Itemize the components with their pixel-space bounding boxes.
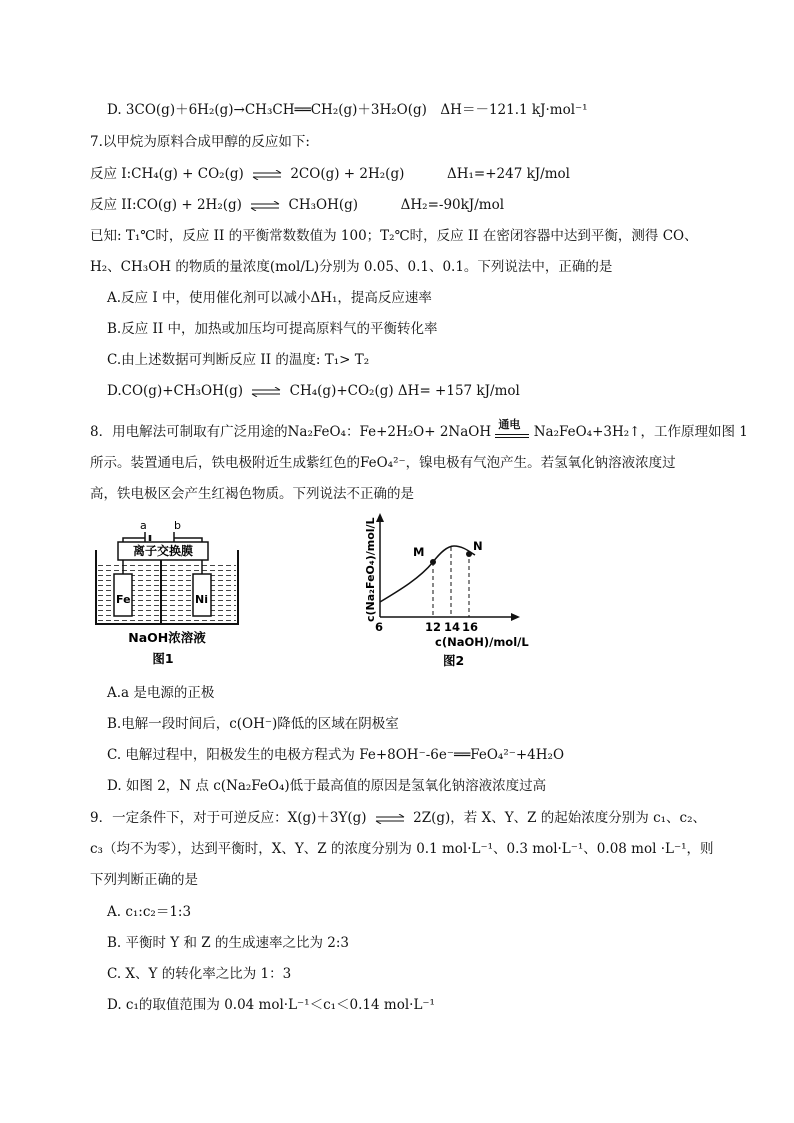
- ni-label: Ni: [195, 593, 208, 606]
- electrolysis-arrow: [495, 417, 529, 442]
- q7-option-c: C.由上述数据可判断反应 II 的温度: T₁> T₂: [107, 352, 370, 368]
- electrolysis-label: 通电: [498, 417, 521, 431]
- equilibrium-arrow-icon: [252, 170, 282, 180]
- x-axis-label: c(NaOH)/mol/L: [435, 635, 529, 649]
- q7-d-left: D.CO(g)+CH₃OH(g): [107, 383, 244, 399]
- q8-line-2: 所示。装置通电后，铁电极附近生成紫红色的FeO₄²⁻，镍电极有气泡产生。若氢氧化钠溶液浓度过: [90, 455, 676, 471]
- point-n: [466, 551, 472, 557]
- q9-option-a: A. c₁:c₂＝1:3: [107, 904, 192, 920]
- q8-option-c: C. 电解过程中，阳极发生的电极方程式为 Fe+8OH⁻-6e⁻══FeO₄²⁻+4H₂O: [107, 747, 565, 763]
- q7-r2-dh: ΔH₂=-90kJ/mol: [400, 197, 505, 213]
- q7-d-right: CH₄(g)+CO₂(g) ΔH= +157 kJ/mol: [289, 383, 520, 399]
- point-m-label: M: [413, 545, 425, 559]
- q6-option-d: D. 3CO(g)＋6H₂(g)→CH₃CH══CH₂(g)＋3H₂O(g) ΔH＝－121.1 kJ·mol⁻¹: [107, 102, 588, 118]
- terminal-a-label: a: [140, 519, 147, 532]
- figure-2-caption: 图2: [443, 653, 465, 668]
- q7-r1-dh: ΔH₁=+247 kJ/mol: [446, 166, 570, 182]
- q8-option-b: B.电解一段时间后，c(OH⁻)降低的区域在阴极室: [107, 716, 399, 732]
- figure-1-caption: 图1: [152, 651, 174, 666]
- q9-option-b: B. 平衡时 Y 和 Z 的生成速率之比为 2:3: [107, 935, 349, 951]
- q8-option-d: D. 如图 2，N 点 c(Na₂FeO₄)低于最高值的原因是氢氧化钠溶液浓度过高: [107, 778, 547, 794]
- membrane-label: 离子交换膜: [132, 544, 194, 558]
- equilibrium-arrow-icon: [250, 201, 280, 211]
- q9-option-d: D. c₁的取值范围为 0.04 mol·L⁻¹＜c₁＜0.14 mol·L⁻¹: [107, 997, 435, 1013]
- q7-known-line-2: H₂、CH₃OH 的物质的量浓度(mol/L)分别为 0.05、0.1、0.1。下列说法中，正确的是: [90, 259, 613, 275]
- fe-label: Fe: [116, 593, 131, 606]
- q9-line-3: 下列判断正确的是: [90, 872, 198, 888]
- terminal-b-label: b: [174, 519, 181, 532]
- q9-option-c: C. X、Y 的转化率之比为 1：3: [107, 966, 292, 982]
- point-n-label: N: [473, 539, 483, 553]
- equilibrium-arrow-icon: [251, 387, 281, 397]
- q8-option-a: A.a 是电源的正极: [107, 685, 215, 701]
- q8-line1-a: 8．用电解法可制取有广泛用途的Na₂FeO₄：Fe+2H₂O+ 2NaOH: [90, 424, 492, 440]
- x-tick-12: 12: [425, 620, 442, 634]
- solution-label: NaOH浓溶液: [128, 630, 206, 645]
- q9-line1-a: 9．一定条件下，对于可逆反应：X(g)＋3Y(g): [90, 810, 367, 826]
- q7-option-d: [107, 381, 520, 401]
- concentration-curve: [380, 546, 475, 602]
- q7-option-b: B.反应 II 中，加热或加压均可提高原料气的平衡转化率: [107, 321, 438, 337]
- q7-reaction-2: [90, 195, 504, 215]
- x-origin-label: 6: [375, 620, 384, 634]
- x-tick-16: 16: [462, 620, 479, 634]
- q7-stem: 7.以甲烷为原料合成甲醇的反应如下:: [90, 134, 310, 150]
- q9-line-1: [90, 808, 706, 828]
- q7-r1-left: 反应 I:CH₄(g) + CO₂(g): [90, 166, 244, 182]
- q7-option-a: A.反应 I 中，使用催化剂可以减小ΔH₁，提高反应速率: [107, 290, 432, 306]
- figure-2-chart: [355, 510, 530, 675]
- figure-1-electrolysis-cell: [90, 518, 250, 673]
- q7-known-line-1: 已知: T₁℃时，反应 II 的平衡常数数值为 100；T₂℃时，反应 II 在密闭容器中达到平衡，测得 CO、: [90, 228, 698, 244]
- q7-r1-right: 2CO(g) + 2H₂(g): [290, 166, 405, 182]
- q8-line-3: 高，铁电极区会产生红褐色物质。下列说法不正确的是: [90, 486, 414, 502]
- q8-line1-b: Na₂FeO₄+3H₂↑，工作原理如图 1: [533, 424, 748, 440]
- q7-r2-right: CH₃OH(g): [288, 197, 359, 213]
- q7-reaction-1: [90, 164, 570, 184]
- point-m: [430, 559, 436, 565]
- q9-line1-b: 2Z(g)，若 X、Y、Z 的起始浓度分别为 c₁、c₂、: [413, 810, 707, 826]
- q9-line-2: c₃（均不为零），达到平衡时，X、Y、Z 的浓度分别为 0.1 mol·L⁻¹、0.3 mol·L⁻¹、0.08 mol ·L⁻¹，则: [90, 841, 714, 857]
- equilibrium-arrow-icon: [375, 814, 405, 824]
- q8-line-1: [90, 417, 748, 442]
- x-tick-14: 14: [444, 620, 461, 634]
- y-axis-label: c(Na₂FeO₄)/mol/L: [364, 517, 377, 622]
- q7-r2-left: 反应 II:CO(g) + 2H₂(g): [90, 197, 242, 213]
